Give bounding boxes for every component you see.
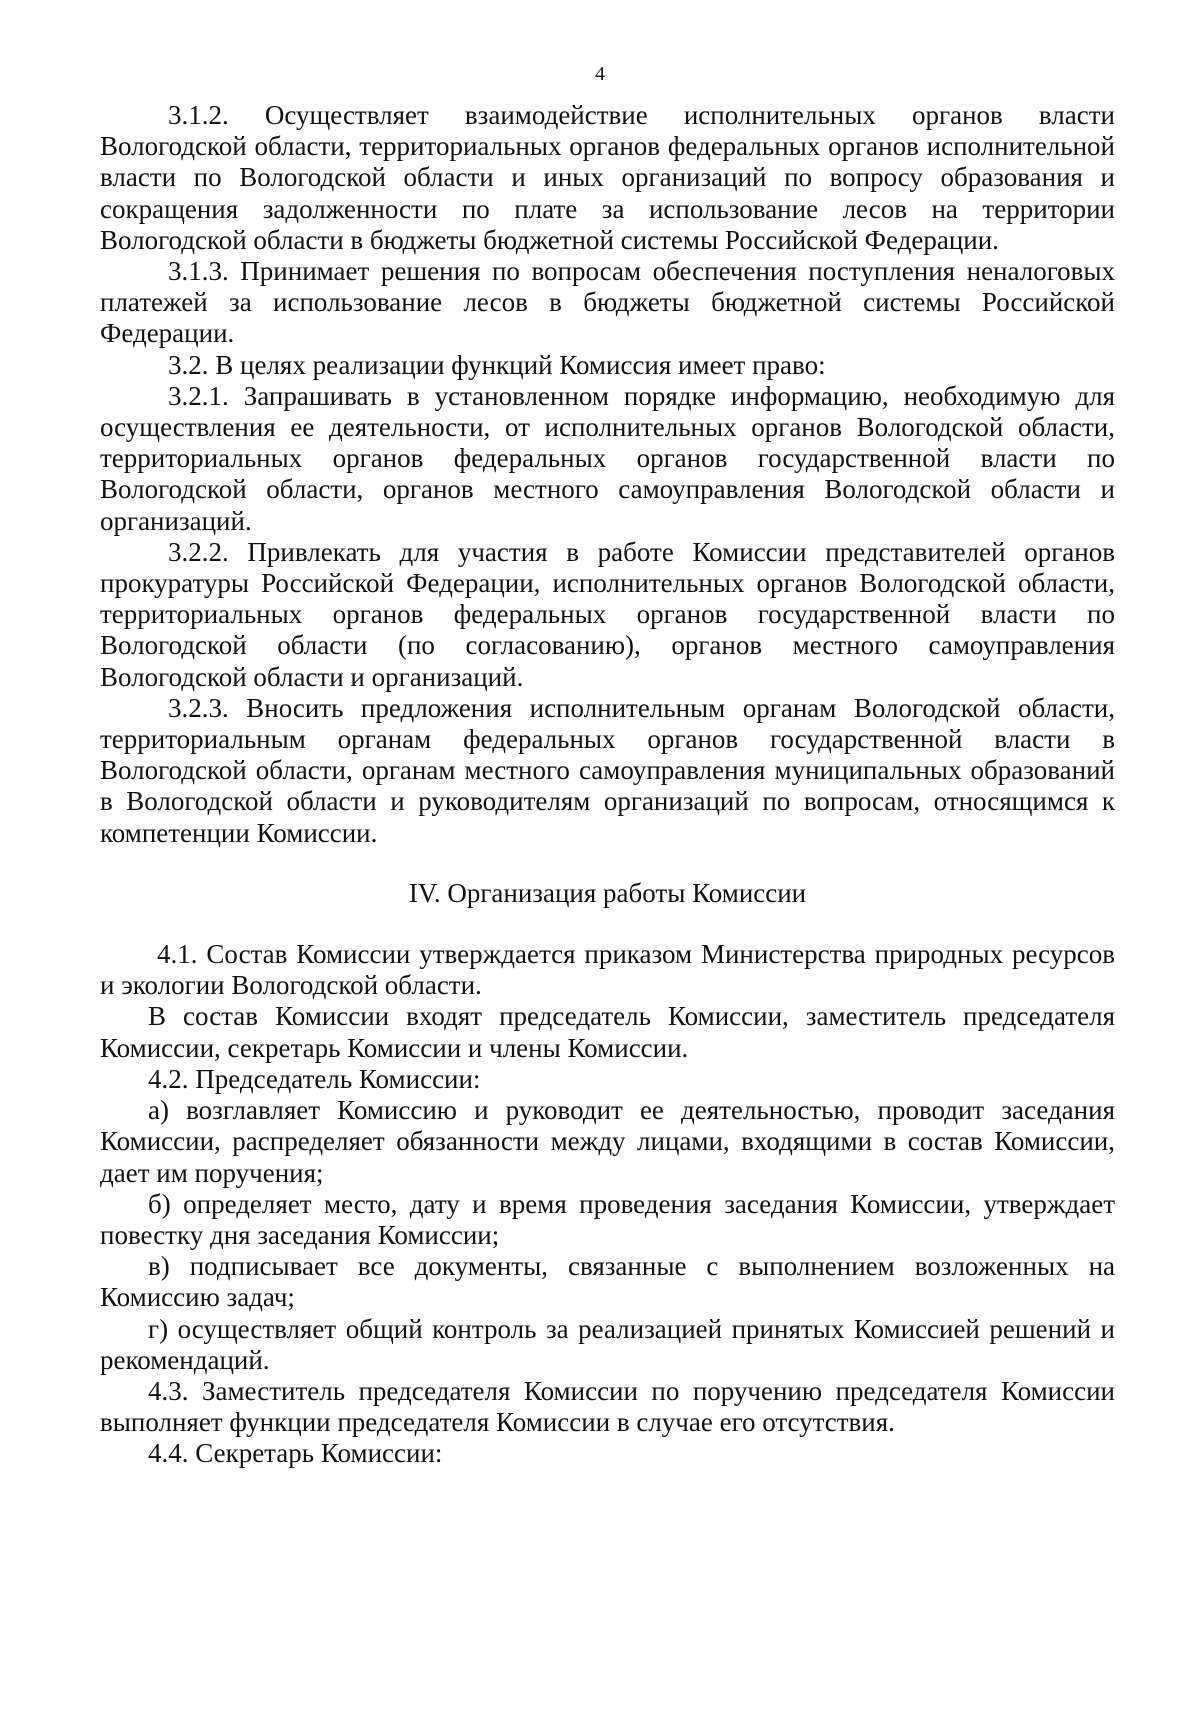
section-heading: IV. Организация работы Комиссии (408, 877, 807, 908)
paragraph-4-3: 4.3. Заместитель председателя Комиссии по поручению председателя Комиссии выполняет функции председателя Комиссии в случае его отсутствия. (100, 1375, 1115, 1438)
paragraph-4-2: 4.2. Председатель Комиссии: (148, 1063, 481, 1094)
paragraph-3-1-3: 3.1.3. Принимает решения по вопросам обеспечения поступления неналоговых платежей за использование лесов в бюджеты бюджетной системы Российской Федерации. (100, 256, 1115, 349)
list-item-b: б) определяет место, дату и время проведения заседания Комиссии, утверждает повестку дня заседания Комиссии; (100, 1188, 1115, 1250)
list-item-a: а) возглавляет Комиссию и руководит ее деятельностью, проводит заседания Комиссии, распределяет обязанности между лицами, входящими в состав Комиссии, дает им поручения; (100, 1095, 1115, 1188)
paragraph-commission-composition: В состав Комиссии входят председатель Комиссии, заместитель председателя Комиссии, секретарь Комиссии и члены Комиссии. (100, 1001, 1115, 1063)
page-number: 4 (595, 63, 605, 85)
list-item-g: г) осуществляет общий контроль за реализацией принятых Комиссией решений и рекомендаций. (100, 1313, 1115, 1375)
list-item-v: в) подписывает все документы, связанные с выполнением возложенных на Комиссию задач; (100, 1251, 1115, 1313)
paragraph-3-2-1: 3.2.1. Запрашивать в установленном порядке информацию, необходимую для осуществления ее деятельности, от исполнительных органов Вологодской области, территориальных органов федеральных органов государственной власти по Вологодской области, органов местного самоуправления Вологодской области и организаций. (100, 380, 1115, 536)
paragraph-3-2: 3.2. В целях реализации функций Комиссия имеет право: (168, 349, 826, 380)
paragraph-3-2-2: 3.2.2. Привлекать для участия в работе Комиссии представителей органов прокуратуры Российской Федерации, исполнительных органов Вологодской области, территориальных органов федеральных органов государственной власти по Вологодской области (по согласованию), органов местного самоуправления Вологодской области и организаций. (100, 536, 1115, 692)
paragraph-3-2-3: 3.2.3. Вносить предложения исполнительным органам Вологодской области, территориальным органам федеральных органов государственной власти в Вологодской области, органам местного самоуправления муниципальных образований в Вологодской области и руководителям организаций по вопросам, относящимся к компетенции Комиссии. (100, 692, 1115, 848)
paragraph-4-4: 4.4. Секретарь Комиссии: (148, 1438, 443, 1469)
paragraph-4-1: 4.1. Состав Комиссии утверждается приказом Министерства природных ресурсов и экологии Вологодской области. (100, 939, 1115, 1001)
paragraph-3-1-2: 3.1.2. Осуществляет взаимодействие исполнительных органов власти Вологодской области, территориальных органов федеральных органов исполнительной власти по Вологодской области и иных организаций по вопросу образования и сокращения задолженности по плате за использование лесов на территории Вологодской области в бюджеты бюджетной системы Российской Федерации. (100, 100, 1115, 255)
document-body (100, 100, 1115, 1470)
